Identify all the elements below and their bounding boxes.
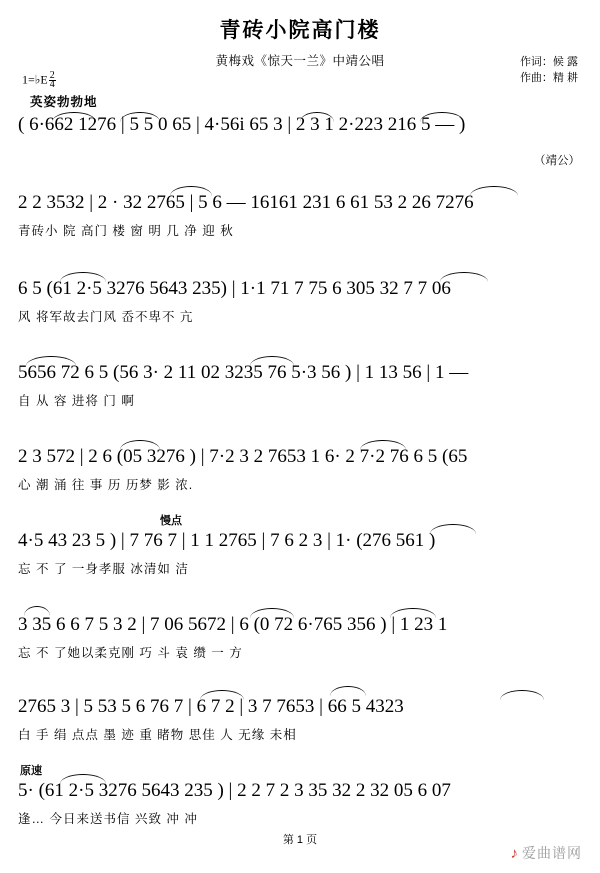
- lyrics-line: 白 手 绢 点点 墨 迹 重 睹物 思佳 人 无缘 未相: [18, 728, 297, 742]
- music-system-9: [18, 780, 584, 827]
- slur-mark: [60, 774, 106, 784]
- slur-mark: [250, 356, 294, 366]
- page-title: 青砖小院高门楼: [219, 19, 381, 42]
- notes-line: 2765 3 | 5 53 5 6 76 7 | 6 7 2 | 3 7 7653 | 66 5 4323: [18, 696, 404, 717]
- key-and-meter: [22, 72, 56, 89]
- notes-line: 5· (61 2·5 3276 5643 235 ) | 2 2 7 2 3 35 32 2 32 05 6 07: [18, 780, 451, 801]
- music-system-4: [18, 362, 584, 409]
- time-signature: [49, 72, 56, 89]
- watermark-label: 爱曲谱网: [522, 845, 582, 861]
- music-note-icon: ♪: [510, 845, 519, 862]
- lyrics-line: 忘 不 了她以柔克刚 巧 斗 袁 缵 一 方: [18, 646, 243, 660]
- notes-line: 4·5 43 23 5 ) | 7 76 7 | 1 1 2765 | 7 6 2 3 | 1· (276 561 ): [18, 530, 436, 551]
- lyrics-line: 逢… 今日来送书信 兴致 冲 冲: [18, 812, 198, 826]
- music-system-2: [18, 192, 584, 239]
- sheet-music-page: [0, 14, 600, 873]
- notes-line: 6 5 (61 2·5 3276 5643 235) | 1·1 71 7 75 6 305 32 7 7 06: [18, 278, 451, 299]
- notes-line: 5656 72 6 5 (56 3· 2 11 02 3235 76 5·3 56 ) | 1 13 56 | 1 —: [18, 362, 469, 383]
- page-number: 第 1 页: [282, 834, 318, 846]
- notes-line: 2 2 3532 | 2 · 32 2765 | 5 6 — 16161 231 6 61 53 2 26 7276: [18, 192, 474, 213]
- lyrics-line: 心 潮 涌 往 事 历 历梦 影 浓.: [18, 478, 194, 492]
- role-marking: （靖公）: [534, 155, 580, 167]
- slur-mark: [330, 686, 366, 696]
- slur-mark: [200, 690, 244, 700]
- page-subtitle: 黄梅戏《惊天一兰》中靖公唱: [215, 54, 385, 68]
- slur-mark: [250, 608, 294, 618]
- credits-block: [520, 54, 578, 86]
- time-signature-denominator: 4: [49, 79, 55, 90]
- music-system-6: [18, 530, 584, 577]
- key-signature: 1=♭E: [22, 72, 48, 87]
- credit-lyricist: 作词：候 露: [519, 56, 578, 68]
- site-watermark: [511, 843, 583, 863]
- tempo-marking: 原速: [20, 765, 42, 777]
- slur-mark: [360, 440, 406, 450]
- mood-marking: 英姿勃勃地: [30, 95, 98, 109]
- slur-mark: [60, 272, 106, 282]
- slur-mark: [440, 272, 488, 282]
- slur-mark: [430, 524, 476, 534]
- lyrics-line: 自 从 容 进将 门 啊: [18, 394, 135, 408]
- music-system-3: [18, 278, 584, 325]
- slur-mark: [26, 356, 76, 366]
- notes-line: ( 6·662 1276 | 5 5 0 65 | 4·56i 65 3 | 2 3 1 2·223 216 5 — ): [18, 114, 466, 135]
- slur-mark: [170, 186, 212, 196]
- time-signature-numerator: 2: [49, 70, 55, 81]
- music-system-7: [18, 614, 584, 661]
- notes-line: 3 35 6 6 7 5 3 2 | 7 06 5672 | 6 (0 72 6·765 356 ) | 1 23 1: [18, 614, 448, 635]
- slur-mark: [470, 186, 518, 196]
- slur-mark: [120, 440, 160, 450]
- music-system-8: [18, 696, 584, 743]
- lyrics-line: 风 将军故去门风 岙不卑不 亢: [18, 310, 194, 324]
- music-system-5: [18, 446, 584, 493]
- lyrics-line: 忘 不 了 一身孝服 冰清如 洁: [18, 562, 189, 576]
- slur-mark: [24, 606, 50, 616]
- slur-mark: [390, 608, 436, 618]
- tempo-marking: 慢点: [160, 515, 182, 527]
- credit-composer: 作曲：精 耕: [519, 72, 578, 84]
- notes-line: 2 3 572 | 2 6 (05 3276 ) | 7·2 3 2 7653 1 6· 2 7·2 76 6 5 (65: [18, 446, 468, 467]
- lyrics-line: 青砖小 院 高门 楼 窗 明 几 净 迎 秋: [18, 224, 234, 238]
- slur-mark: [500, 690, 544, 700]
